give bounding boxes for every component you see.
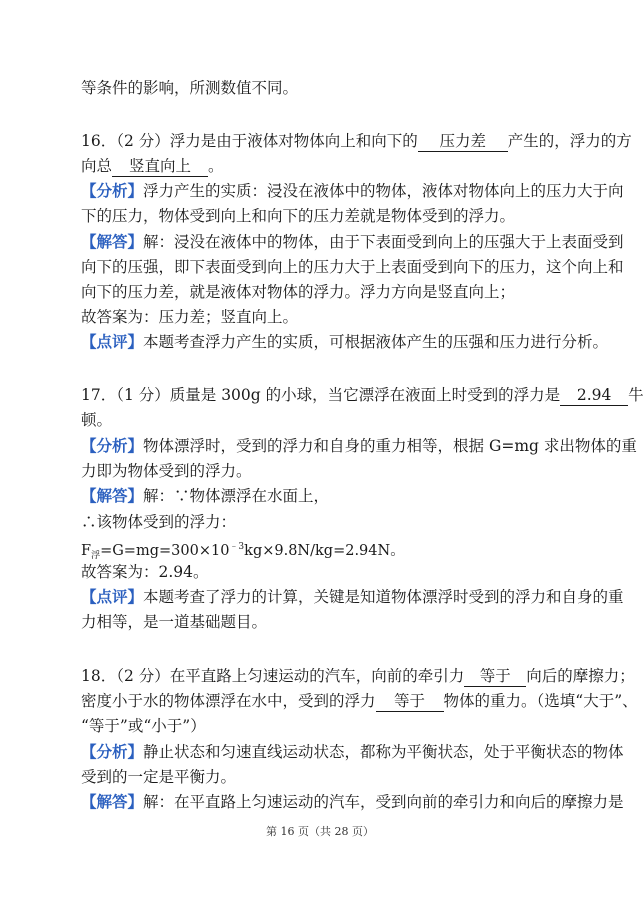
text-line: 等条件的影响，所测数值不同。 [81, 79, 299, 97]
analysis-tag: 【分析】 [81, 742, 144, 761]
analysis-tag: 【分析】 [81, 181, 144, 200]
analysis-tag: 【分析】 [81, 436, 144, 455]
question-17-cont: 顿。 [81, 411, 113, 429]
analysis-18-cont: 受到的一定是平衡力。 [81, 768, 237, 786]
answer-17: 故答案为：2.94。 [81, 563, 209, 581]
page-footer: 第 16 页（共 28 页） [266, 825, 374, 838]
analysis-16: 【分析】浮力产生的实质：浸没在液体中的物体，液体对物体向上的压力大于向 [81, 181, 624, 200]
formula-17: $F_浮=G=mg=300\times 10^{﹣3}kg\times 9.8N/kg=2.94N$。 [81, 542, 405, 561]
analysis-17-cont: 力即为物体受到的浮力。 [81, 462, 252, 480]
answer-blank: 竖直向上 [112, 156, 208, 177]
analysis-16-cont: 下的压力，物体受到向上和向下的压力差就是物体受到的浮力。 [81, 207, 516, 225]
solution-17-cont: ∴该物体受到的浮力： [81, 513, 237, 531]
question-17: 17．（1 分）质量是 300g 的小球，当它漂浮在液面上时受到的浮力是 2.94 牛 [81, 386, 644, 404]
comment-17-cont: 力相等，是一道基础题目。 [81, 613, 268, 631]
solution-16-cont: 向下的压力差，就是液体对物体的浮力。浮力方向是竖直向上； [81, 283, 516, 301]
solution-18: 【解答】解：在平直路上匀速运动的汽车，受到向前的牵引力和向后的摩擦力是 [81, 792, 624, 811]
answer-16: 故答案为：压力差；竖直向上。 [81, 308, 299, 326]
comment-tag: 【点评】 [81, 332, 144, 351]
analysis-18: 【分析】静止状态和匀速直线运动状态，都称为平衡状态，处于平衡状态的物体 [81, 742, 624, 761]
solution-tag: 【解答】 [81, 232, 144, 251]
solution-16-cont: 向下的压强，即下表面受到向上的压力大于上表面受到向下的压力，这个向上和 [81, 258, 624, 276]
question-16-cont: 向总 竖直向上 。 [81, 157, 224, 175]
question-18-cont: “等于”或“小于”） [81, 717, 206, 735]
answer-blank: 2.94 [560, 385, 628, 406]
answer-blank: 压力差 [418, 131, 508, 152]
answer-blank: 等于 [376, 691, 444, 712]
solution-16: 【解答】解：浸没在液体中的物体，由于下表面受到向上的压强大于上表面受到 [81, 232, 624, 251]
answer-blank: 等于 [464, 666, 526, 687]
comment-tag: 【点评】 [81, 587, 144, 606]
question-16: 16．（2 分）浮力是由于液体对物体向上和向下的 压力差 产生的，浮力的方 [81, 132, 632, 150]
analysis-17: 【分析】物体漂浮时，受到的浮力和自身的重力相等，根据 G=mg 求出物体的重 [81, 436, 637, 455]
solution-17: 【解答】解：∵物体漂浮在水面上， [81, 486, 330, 505]
question-18-cont: 密度小于水的物体漂浮在水中，受到的浮力 等于 物体的重力。（选填“大于”、 [81, 692, 638, 710]
solution-tag: 【解答】 [81, 486, 144, 505]
question-18: 18．（2 分）在平直路上匀速运动的汽车，向前的牵引力 等于 向后的摩擦力； [81, 667, 635, 685]
comment-16: 【点评】本题考查浮力产生的实质，可根据液体产生的压强和压力进行分析。 [81, 332, 609, 351]
solution-tag: 【解答】 [81, 792, 144, 811]
comment-17: 【点评】本题考查了浮力的计算，关键是知道物体漂浮时受到的浮力和自身的重 [81, 587, 624, 606]
